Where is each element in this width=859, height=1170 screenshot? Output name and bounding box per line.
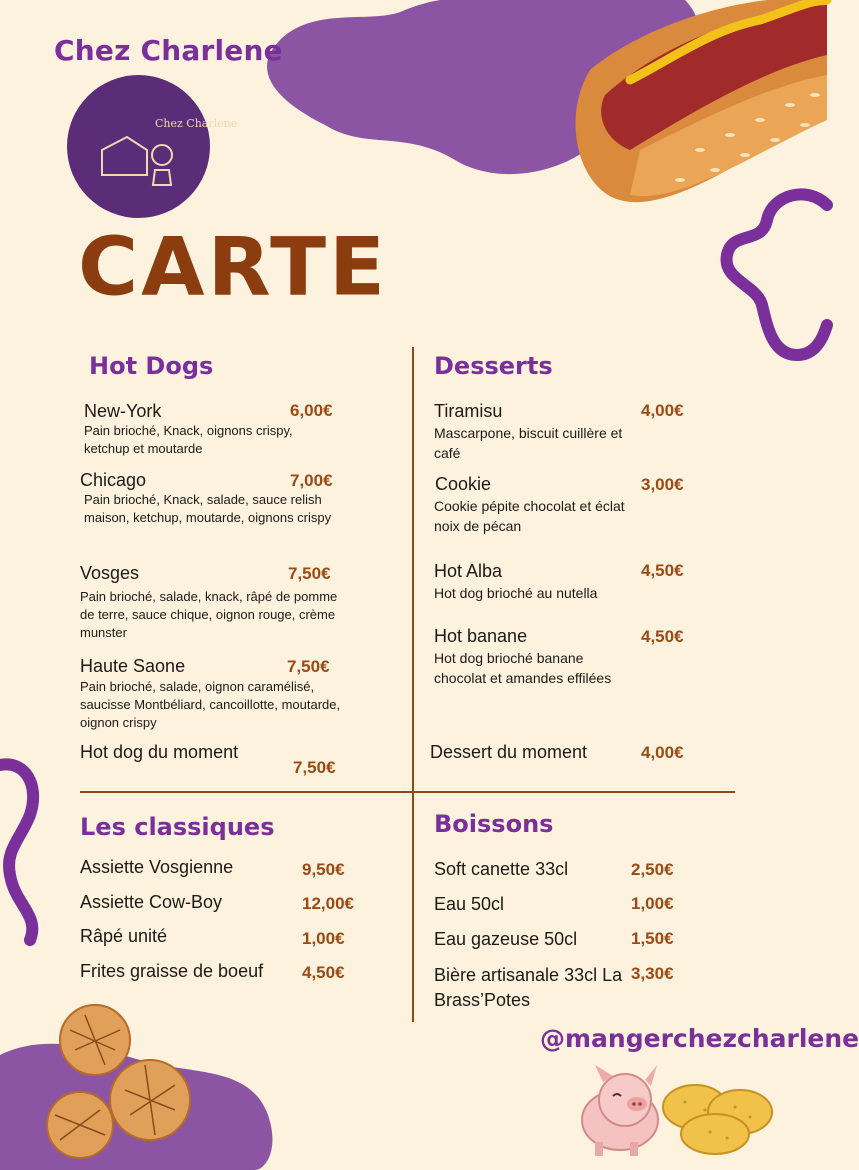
- item-description: Pain brioché, Knack, oignons crispy, ketchup et moutarde: [84, 423, 293, 456]
- item-name: Tiramisu: [434, 401, 503, 421]
- item-price: 4,50€: [641, 561, 684, 580]
- item-name: Hot Alba: [434, 561, 503, 581]
- item-price: 7,50€: [293, 758, 336, 777]
- item-name: New-York: [84, 401, 162, 421]
- item-name: Hot dog du moment: [80, 742, 239, 762]
- item-name: Eau 50cl: [434, 894, 505, 914]
- item-description: Cookie pépite chocolat et éclat noix de pécan: [434, 498, 625, 534]
- item-description: Mascarpone, biscuit cuillère et café: [434, 425, 623, 461]
- item-price: 1,00€: [302, 929, 345, 948]
- item-name: Bière artisanale 33cl La Brass’Potes: [434, 965, 623, 1010]
- item-description: Hot dog brioché au nutella: [434, 585, 598, 601]
- page-title: CARTE: [78, 220, 389, 315]
- item-name: Eau gazeuse 50cl: [434, 929, 578, 949]
- item-price: 6,00€: [290, 401, 333, 420]
- section-title-classiques: Les classiques: [80, 813, 275, 841]
- item-name: Vosges: [80, 563, 140, 583]
- logo-text: Chez Charlene: [155, 117, 238, 130]
- section-title-hot-dogs: Hot Dogs: [89, 352, 214, 380]
- item-name: Soft canette 33cl: [434, 859, 569, 879]
- hotdog-illustration: [560, 0, 827, 232]
- item-price: 1,50€: [631, 929, 674, 948]
- item-name: Hot banane: [434, 626, 528, 646]
- item-name: Haute Saone: [80, 656, 186, 676]
- item-name: Frites graisse de boeuf: [80, 961, 264, 981]
- item-name: Chicago: [80, 470, 147, 490]
- section-title-boissons: Boissons: [434, 810, 554, 838]
- hashbrown-illustration: [35, 1000, 215, 1165]
- item-name: Cookie: [435, 474, 492, 494]
- item-price: 12,00€: [302, 894, 354, 913]
- item-name: Dessert du moment: [430, 742, 588, 762]
- item-price: 4,50€: [641, 627, 684, 646]
- item-description: Pain brioché, salade, knack, râpé de pomme de terre, sauce chique, oignon rouge, crème munster: [80, 589, 338, 640]
- item-price: 7,00€: [290, 471, 333, 490]
- item-description: Pain brioché, salade, oignon caramélisé, saucisse Montbéliard, cancoillotte, moutarde, oignon crispy: [80, 679, 341, 730]
- item-name: Râpé unité: [80, 926, 168, 946]
- item-name: Assiette Cow-Boy: [80, 892, 223, 912]
- item-description: Pain brioché, Knack, salade, sauce relish maison, ketchup, moutarde, oignons crispy: [84, 492, 332, 525]
- restaurant-logo: [67, 75, 238, 218]
- item-price: 4,00€: [641, 401, 684, 420]
- section-title-desserts: Desserts: [434, 352, 553, 380]
- brand-name: Chez Charlene: [54, 34, 283, 67]
- vertical-divider: [412, 347, 414, 1022]
- item-price: 7,50€: [288, 564, 331, 583]
- purple-squiggle-left: [0, 755, 50, 955]
- item-price: 1,00€: [631, 894, 674, 913]
- item-price: 9,50€: [302, 860, 345, 879]
- item-price: 2,50€: [631, 860, 674, 879]
- item-price: 4,50€: [302, 963, 345, 982]
- item-price: 3,00€: [641, 475, 684, 494]
- horizontal-divider: [80, 791, 735, 793]
- item-name: Assiette Vosgienne: [80, 857, 234, 877]
- item-price: 3,30€: [631, 964, 674, 983]
- potato-illustration: [655, 1072, 780, 1157]
- social-handle: @mangerchezcharlene: [540, 1024, 859, 1053]
- item-price: 4,00€: [641, 743, 684, 762]
- item-description: Hot dog brioché banane chocolat et amandes effilées: [434, 650, 612, 686]
- item-price: 7,50€: [287, 657, 330, 676]
